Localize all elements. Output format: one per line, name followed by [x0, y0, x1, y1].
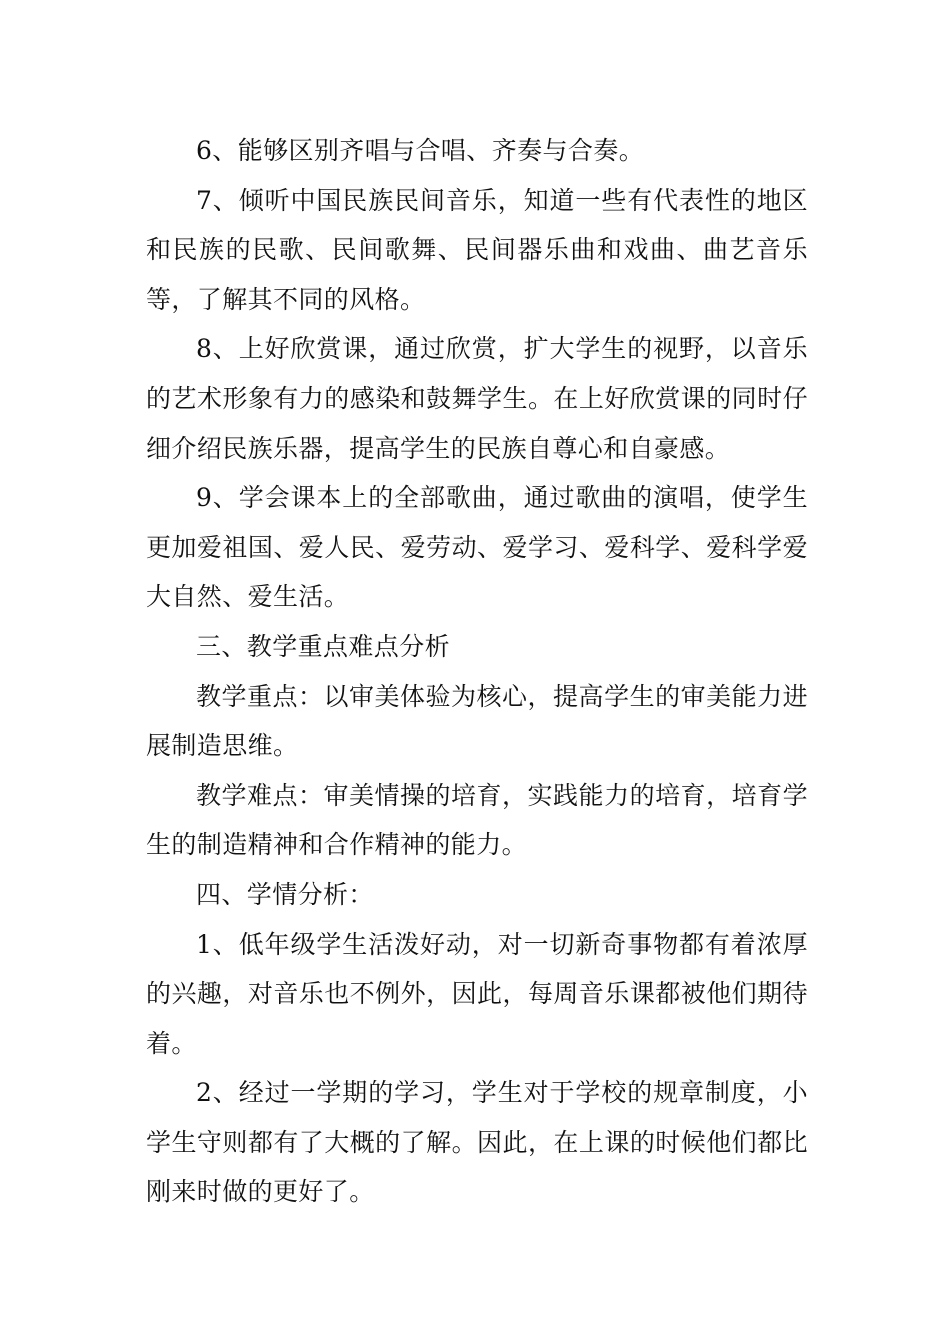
section-heading-student-analysis: 四、学情分析：: [196, 879, 374, 909]
paragraph-goal-9: 9、学会课本上的全部歌曲，通过歌曲的演唱，使学生更加爱祖国、爱人民、爱劳动、爱学习、爱科学、爱科学爱大自然、爱生活。: [146, 483, 808, 612]
paragraph-teaching-difficulty: 教学难点：审美情操的培育，实践能力的培育，培育学生的制造精神和合作精神的能力。: [146, 780, 808, 860]
paragraph-analysis-1: 1、低年级学生活泼好动，对一切新奇事物都有着浓厚的兴趣，对音乐也不例外，因此，每周音乐课都被他们期待着。: [146, 929, 808, 1058]
paragraph-goal-7: 7、倾听中国民族民间音乐，知道一些有代表性的地区和民族的民歌、民间歌舞、民间器乐曲和戏曲、曲艺音乐等，了解其不同的风格。: [146, 185, 808, 314]
paragraph-goal-8: 8、上好欣赏课，通过欣赏，扩大学生的视野，以音乐的艺术形象有力的感染和鼓舞学生。在上好欣赏课的同时仔细介绍民族乐器，提高学生的民族自尊心和自豪感。: [146, 334, 808, 463]
paragraph-goal-6: 6、能够区别齐唱与合唱、齐奏与合奏。: [196, 136, 645, 165]
paragraph-analysis-2: 2、经过一学期的学习，学生对于学校的规章制度，小学生守则都有了大概的了解。因此，在上课的时候他们都比刚来时做的更好了。: [146, 1078, 808, 1207]
section-heading-key-points: 三、教学重点难点分析: [196, 631, 451, 661]
paragraph-teaching-focus: 教学重点：以审美体验为核心，提高学生的审美能力进展制造思维。: [146, 681, 808, 761]
document-body: [146, 126, 808, 1217]
